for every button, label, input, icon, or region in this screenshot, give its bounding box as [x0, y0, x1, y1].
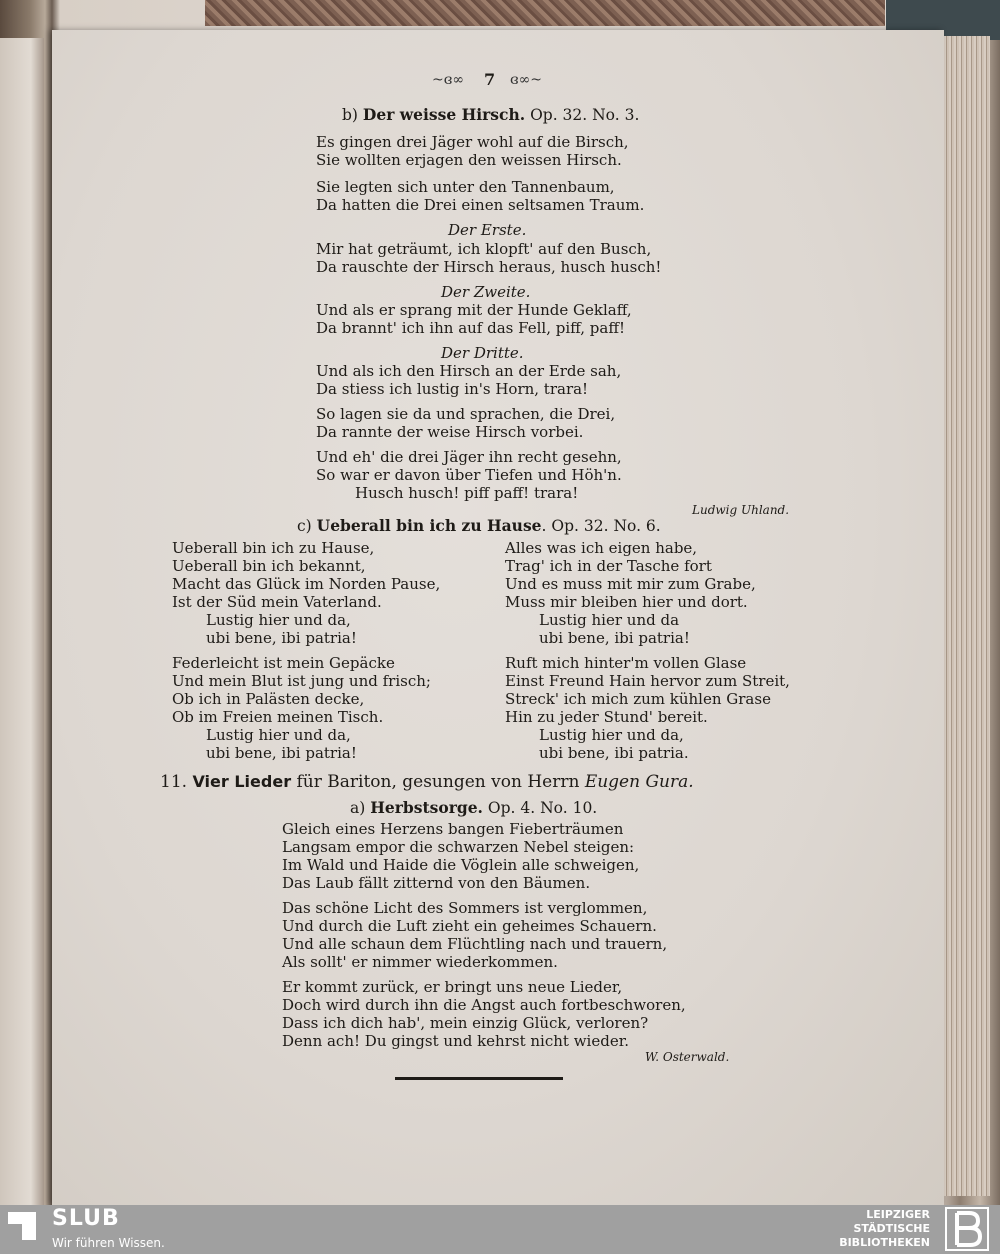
page-number: 7	[484, 70, 496, 89]
song-a-line: Das Laub fällt zitternd von den Bäumen.	[282, 874, 591, 892]
song-a-line: Und alle schaun dem Flüchtling nach und trauern,	[282, 935, 668, 953]
song-b-heading: b) Der weisse Hirsch. Op. 32. No. 3.	[342, 105, 640, 124]
song-c-right-line: Einst Freund Hain hervor zum Streit,	[505, 672, 790, 690]
song-c-left-line: Ueberall bin ich bekannt,	[172, 557, 366, 575]
song-c-left-line: Lustig hier und da,	[206, 611, 351, 629]
speaker-label: Der Zweite.	[441, 283, 531, 301]
song-c-left-line: Macht das Glück im Norden Pause,	[172, 575, 441, 593]
song-b-line: Da brannt' ich ihn auf das Fell, piff, paff!	[316, 319, 626, 337]
song-b-line: Mir hat geträumt, ich klopft' auf den Busch,	[316, 240, 652, 258]
song-c-right-line: Und es muss mit mir zum Grabe,	[505, 575, 756, 593]
song-a-author: W. Osterwald.	[645, 1050, 730, 1064]
song-c-heading: c) Ueberall bin ich zu Hause. Op. 32. No. 6.	[297, 516, 661, 535]
speaker-label: Der Dritte.	[441, 344, 524, 362]
song-b-line: Da hatten die Drei einen seltsamen Traum.	[316, 196, 645, 214]
song-b-line: Sie wollten erjagen den weissen Hirsch.	[316, 151, 622, 169]
partner-line: LEIPZIGER	[866, 1208, 930, 1221]
end-rule	[395, 1077, 563, 1080]
speaker-label: Der Erste.	[448, 221, 527, 239]
page-stack-edges	[944, 36, 990, 1196]
footer-slub-name: SLUB	[52, 1206, 120, 1231]
song-a-heading: a) Herbstsorge. Op. 4. No. 10.	[350, 798, 598, 817]
song-a-line: Gleich eines Herzens bangen Fieberträumen	[282, 820, 624, 838]
song-b-line: So lagen sie da und sprachen, die Drei,	[316, 405, 616, 423]
song-c-right-line: ubi bene, ibi patria!	[539, 629, 690, 647]
song-a-line: Langsam empor die schwarzen Nebel steigen:	[282, 838, 635, 856]
song-c-right-line: Hin zu jeder Stund' bereit.	[505, 708, 708, 726]
song-b-line: Und als er sprang mit der Hunde Geklaff,	[316, 301, 632, 319]
footer-partner-text	[839, 1208, 930, 1250]
song-c-right-line: Trag' ich in der Tasche fort	[505, 557, 712, 575]
song-c-right-line: Ruft mich hinter'm vollen Glase	[505, 654, 747, 672]
ornament-left: ~ɞ∞	[432, 72, 464, 88]
left-page-edge	[0, 38, 44, 1205]
song-a-line: Und durch die Luft zieht ein geheimes Schauern.	[282, 917, 657, 935]
song-a-line: Das schöne Licht des Sommers ist verglommen,	[282, 899, 648, 917]
song-b-line: Und als ich den Hirsch an der Erde sah,	[316, 362, 622, 380]
song-c-right-line: Lustig hier und da,	[539, 726, 684, 744]
song-a-line: Denn ach! Du gingst und kehrst nicht wieder.	[282, 1032, 629, 1050]
song-b-line: Sie legten sich unter den Tannenbaum,	[316, 178, 615, 196]
song-c-left-line: Ist der Süd mein Vaterland.	[172, 593, 382, 611]
partner-line: BIBLIOTHEKEN	[839, 1236, 930, 1249]
song-c-left-line: ubi bene, ibi patria!	[206, 629, 357, 647]
song-c-left-line: Ob im Freien meinen Tisch.	[172, 708, 384, 726]
footer-tagline: Wir führen Wissen.	[52, 1236, 165, 1250]
song-c-right-line: ubi bene, ibi patria.	[539, 744, 689, 762]
song-c-right-line: Lustig hier und da	[539, 611, 680, 629]
song-b-line: Da stiess ich lustig in's Horn, trara!	[316, 380, 589, 398]
item-11-heading: 11. Vier Lieder für Bariton, gesungen von Herrn Eugen Gura.	[160, 772, 694, 792]
song-b-line: So war er davon über Tiefen und Höh'n.	[316, 466, 622, 484]
song-c-left-line: Ob ich in Palästen decke,	[172, 690, 365, 708]
song-b-line: Und eh' die drei Jäger ihn recht gesehn,	[316, 448, 622, 466]
song-b-author: Ludwig Uhland.	[692, 503, 790, 517]
book-cover-edge	[205, 0, 885, 26]
song-b-line: Es gingen drei Jäger wohl auf die Birsch,	[316, 133, 629, 151]
song-a-line: Doch wird durch ihn die Angst auch fortbeschworen,	[282, 996, 686, 1014]
partner-line: STÄDTISCHE	[853, 1222, 930, 1235]
song-a-line: Als sollt' er nimmer wiederkommen.	[282, 953, 558, 971]
song-c-right-line: Streck' ich mich zum kühlen Grase	[505, 690, 771, 708]
song-c-left-line: Federleicht ist mein Gepäcke	[172, 654, 395, 672]
song-a-line: Er kommt zurück, er bringt uns neue Lieder,	[282, 978, 623, 996]
song-c-left-line: Und mein Blut ist jung und frisch;	[172, 672, 431, 690]
song-c-right-line: Alles was ich eigen habe,	[505, 539, 698, 557]
song-c-left-line: Ueberall bin ich zu Hause,	[172, 539, 375, 557]
song-b-line: Da rannte der weise Hirsch vorbei.	[316, 423, 584, 441]
library-logo-icon	[945, 1207, 989, 1251]
song-b-line: Da rauschte der Hirsch heraus, husch husch!	[316, 258, 662, 276]
song-a-line: Im Wald und Haide die Vöglein alle schweigen,	[282, 856, 640, 874]
ornament-right: ɞ∞~	[510, 72, 542, 88]
song-c-left-line: Lustig hier und da,	[206, 726, 351, 744]
song-a-line: Dass ich dich hab', mein einzig Glück, verloren?	[282, 1014, 649, 1032]
song-b-line: Husch husch! piff paff! trara!	[355, 484, 579, 502]
song-c-right-line: Muss mir bleiben hier und dort.	[505, 593, 748, 611]
slub-logo-icon	[8, 1212, 36, 1240]
song-c-left-line: ubi bene, ibi patria!	[206, 744, 357, 762]
